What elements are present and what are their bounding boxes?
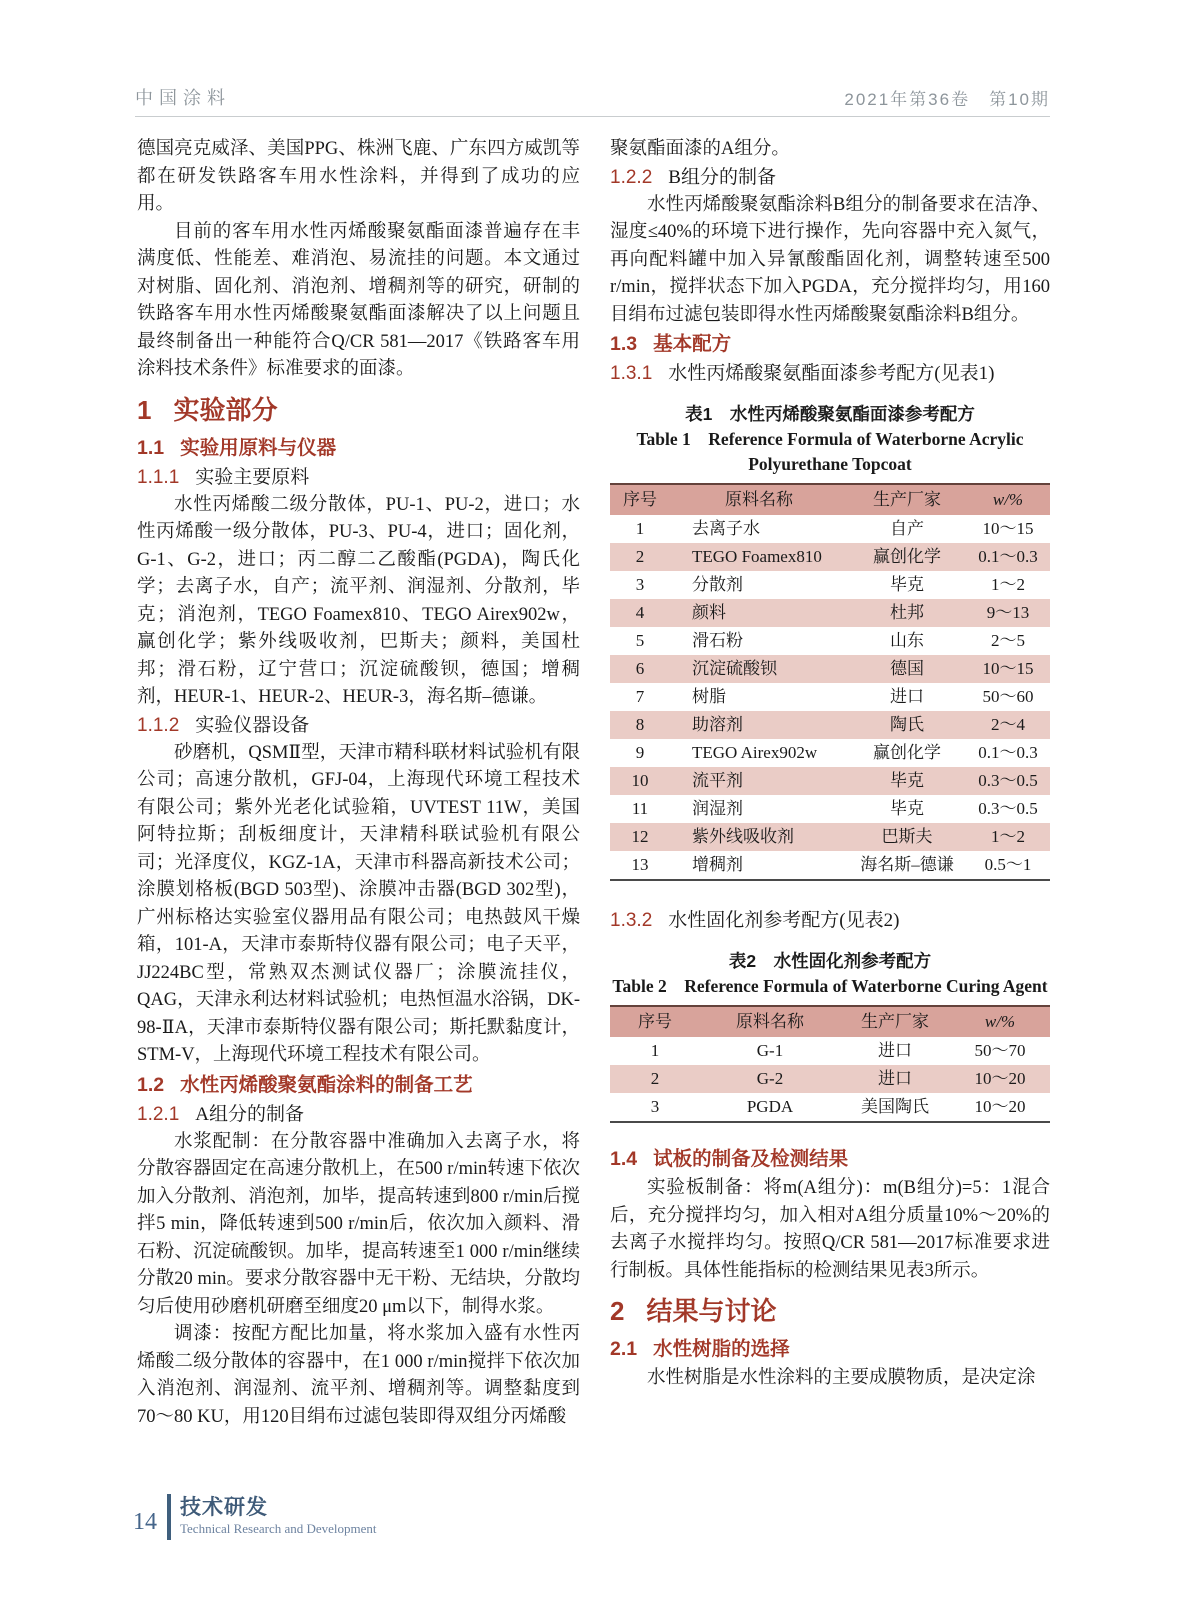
table-row (610, 711, 1050, 739)
table-cell: 4 (635, 603, 645, 623)
section-number: 1.3.2 (610, 910, 653, 931)
subsection-heading-1-2 (137, 1071, 580, 1100)
table-cell: 滑石粉 (692, 631, 743, 651)
paragraph: 实验板制备：将m(A组分)：m(B组分)=5：1混合后，充分搅拌均匀，加入相对A组分质量10%～20%的去离子水搅拌均匀。按照Q/CR 581—2017标准要求进行制板。具体性能指标的检测结果见表3所示。 (610, 1178, 1050, 1281)
section-number: 1.4 (610, 1148, 638, 1170)
table-cell: 50～60 (982, 687, 1034, 707)
subsection-heading-1-2-2 (610, 164, 1050, 192)
paragraph: 水浆配制：在分散容器中准确加入去离子水，将分散容器固定在高速分散机上，在500 r/min转速下依次加入分散剂、消泡剂，加毕，提高转速到800 r/min后搅拌5 min，降低转速到500 r/min后，依次加入颜料、滑石粉、沉淀硫酸钡。加毕，提高转速至1 000 r/min继续分散20 min。要求分散容器中无干粉、无结块，分散均匀后使用砂磨机研磨至细度20 μm以下，制得水浆。 (137, 1131, 580, 1317)
footer-section-cn: 技术研发 (180, 1496, 268, 1519)
section-title: B组分的制备 (668, 166, 776, 188)
table-cell: 50～70 (974, 1041, 1026, 1061)
table-cell: 11 (631, 799, 649, 819)
footer-section (180, 1496, 377, 1538)
section-title: 实验仪器设备 (195, 714, 310, 736)
table-cell: 德国 (890, 659, 924, 679)
table-header-cell: w/% (984, 1012, 1016, 1032)
table-cell: 海名斯–德谦 (860, 855, 954, 875)
table-cell: 1 (635, 519, 645, 539)
table-cell: 10～20 (974, 1097, 1026, 1117)
section-title: 水性固化剂参考配方(见表2) (668, 910, 900, 931)
table2-caption-en: Table 2 Reference Formula of Waterborne Curing Agent (612, 976, 1048, 996)
section-title: 水性树脂的选择 (653, 1338, 790, 1360)
footer-divider-bar (167, 1494, 171, 1540)
table2-header-row (610, 1007, 1050, 1037)
table-cell: 美国陶氏 (861, 1097, 929, 1117)
table-header-cell: w/% (992, 490, 1024, 510)
paragraph: 砂磨机，QSMⅡ型，天津市精科联材料试验机有限公司；高速分散机，GFJ-04，上海现代环境工程技术有限公司；紫外光老化试验箱，UVTEST 11W，美国阿特拉斯；刮板细度计，天津精科联试验机有限公司；光泽度仪，KGZ-1A，天津市科器高新技术公司；涂膜划格板(BGD 503型)、涂膜冲击器(BGD 302型)，广州标格达实验室仪器用品有限公司；电热鼓风干燥箱，101-A，天津市泰斯特仪器有限公司；电子天平，JJ224BC型，常熟双杰测试仪器厂；涂膜流挂仪，QAG，天津永利达材料试验机；电热恒温水浴锅，DK-98-ⅡA，天津市泰斯特仪器有限公司；斯托默黏度计，STM-V，上海现代环境工程技术有限公司。 (137, 742, 580, 1065)
table-cell: 毕克 (890, 799, 924, 819)
table-cell: 毕克 (890, 575, 924, 595)
section-title: 实验主要原料 (195, 466, 310, 488)
subsection-heading-1-4 (610, 1145, 1050, 1174)
table-cell: 0.1～0.3 (978, 547, 1038, 567)
table-cell: 10～15 (982, 519, 1034, 539)
section-title: 试板的制备及检测结果 (653, 1148, 849, 1170)
subsection-heading-1-3-1 (610, 360, 1050, 388)
section-title: 水性丙烯酸聚氨酯涂料的制备工艺 (180, 1073, 473, 1096)
subsection-heading-2-1 (610, 1335, 1050, 1364)
table-cell: 自产 (890, 519, 924, 539)
table-cell: 1 (650, 1041, 660, 1061)
paragraph: 聚氨酯面漆的A组分。 (610, 139, 790, 159)
table-cell: 赢创化学 (873, 743, 941, 763)
subsection-heading-1-1 (137, 434, 580, 463)
page-footer (133, 1494, 377, 1540)
table-cell: 颜料 (692, 603, 726, 623)
section-number: 1.3 (610, 333, 638, 355)
table-cell: 分散剂 (692, 575, 743, 595)
table-row (610, 767, 1050, 795)
page-header (135, 84, 1050, 117)
table-cell: 润湿剂 (692, 799, 743, 819)
table-cell: 沉淀硫酸钡 (692, 659, 777, 679)
paragraph: 德国亮克威泽、美国PPG、株洲飞鹿、广东四方威凯等都在研发铁路客车用水性涂料，并得到了成功的应用。 (137, 139, 580, 214)
journal-title: 中国涂料 (135, 88, 231, 108)
table-cell: 紫外线吸收剂 (692, 827, 794, 847)
table1-caption-en: Table 1 Reference Formula of Waterborne Acrylic Polyurethane Topcoat (636, 429, 1024, 474)
table-row (610, 851, 1050, 879)
table-header-cell: 序号 (638, 1012, 672, 1032)
table-cell: TEGO Foamex810 (692, 547, 822, 567)
table-cell: 2～5 (991, 631, 1025, 651)
table-row (610, 515, 1050, 543)
subsection-heading-1-3 (610, 330, 1050, 359)
table-header-cell: 原料名称 (725, 490, 793, 510)
table-cell: 2～4 (991, 715, 1025, 735)
table-row (610, 1037, 1050, 1065)
table-cell: 8 (635, 715, 645, 735)
table-cell: 9～13 (986, 603, 1030, 623)
section-number: 1.2 (137, 1073, 165, 1096)
table-cell: 陶氏 (890, 715, 924, 735)
page-number: 14 (133, 1508, 157, 1535)
table-cell: G-1 (756, 1041, 784, 1061)
paragraph: 目前的客车用水性丙烯酸聚氨酯面漆普遍存在丰满度低、性能差、难消泡、易流挂的问题。本文通过对树脂、固化剂、消泡剂、增稠剂等的研究，研制的铁路客车用水性丙烯酸聚氨酯面漆解决了以上问题且最终制备出一种能符合Q/CR 581—2017《铁路客车用涂料技术条件》标准要求的面漆。 (137, 221, 580, 379)
left-column (137, 136, 580, 1431)
table-header-cell: 生产厂家 (861, 1012, 929, 1032)
table-cell: PGDA (746, 1097, 794, 1117)
table-cell: 12 (631, 827, 649, 847)
table-row (610, 543, 1050, 571)
table-row (610, 683, 1050, 711)
table-cell: 赢创化学 (873, 547, 941, 567)
section-heading-2 (610, 1295, 1050, 1327)
table-cell: 0.1～0.3 (978, 743, 1038, 763)
table1 (610, 483, 1050, 881)
table-row (610, 739, 1050, 767)
paragraph: 调漆：按配方配比加量，将水浆加入盛有水性丙烯酸二级分散体的容器中，在1 000 r/min搅拌下依次加入消泡剂、润湿剂、流平剂、增稠剂等。调整黏度到70～80 KU，用120目绢布过滤包装即得双组分丙烯酸 (137, 1324, 580, 1427)
table2-caption-cn: 表2 水性固化剂参考配方 (728, 951, 932, 971)
section-number: 1.1.1 (137, 466, 180, 488)
table-cell: 9 (635, 743, 645, 763)
section-title: A组分的制备 (195, 1103, 304, 1125)
table-cell: G-2 (756, 1069, 784, 1089)
table-cell: 0.3～0.5 (978, 771, 1038, 791)
table1-body (610, 515, 1050, 879)
paragraph: 水性丙烯酸二级分散体，PU-1、PU-2，进口；水性丙烯酸一级分散体，PU-3、PU-4，进口；固化剂，G-1、G-2，进口；丙二醇二乙酸酯(PGDA)，陶氏化学；去离子水，自产；流平剂、润湿剂、分散剂，毕克；消泡剂，TEGO Foamex810、TEGO Airex902w，赢创化学；紫外线吸收剂，巴斯夫；颜料，美国杜邦；滑石粉，辽宁营口；沉淀硫酸钡，德国；增稠剂，HEUR-1、HEUR-2、HEUR-3，海名斯–德谦。 (137, 494, 580, 707)
table-cell: 去离子水 (692, 519, 760, 539)
subsection-heading-1-2-1 (137, 1101, 580, 1129)
table-cell: 进口 (878, 1069, 912, 1089)
table-row (610, 571, 1050, 599)
table-header-cell: 原料名称 (736, 1012, 804, 1032)
paragraph: 水性树脂是水性涂料的主要成膜物质，是决定涂 (647, 1368, 1036, 1388)
section-number: 1.2.1 (137, 1103, 180, 1125)
table-cell: 10～15 (982, 659, 1034, 679)
table-cell: 1～2 (991, 827, 1025, 847)
table-cell: 流平剂 (692, 771, 743, 791)
subsection-heading-1-1-1 (137, 464, 580, 492)
table-cell: 助溶剂 (692, 715, 743, 735)
table-cell: 3 (650, 1097, 660, 1117)
paragraph: 水性丙烯酸聚氨酯涂料B组分的制备要求在洁净、湿度≤40%的环境下进行操作，先向容器中充入氮气，再向配料罐中加入异氰酸酯固化剂，调整转速至500 r/min，搅拌状态下加入PGDA，充分搅拌均匀，用160目绢布过滤包装即得水性丙烯酸聚氨酯涂料B组分。 (610, 194, 1050, 325)
table-row (610, 1093, 1050, 1121)
table1-caption-cn: 表1 水性丙烯酸聚氨酯面漆参考配方 (685, 404, 975, 424)
table-cell: 2 (635, 547, 645, 567)
table-cell: 0.3～0.5 (978, 799, 1038, 819)
table-row (610, 655, 1050, 683)
section-number: 1.1.2 (137, 714, 180, 736)
table-cell: 杜邦 (890, 603, 924, 623)
table1-header-row (610, 485, 1050, 515)
table-cell: 进口 (878, 1041, 912, 1061)
table-cell: 5 (635, 631, 645, 651)
section-title: 结果与讨论 (646, 1296, 777, 1326)
section-number: 1.3.1 (610, 363, 653, 384)
table-cell: 6 (635, 659, 645, 679)
table-cell: 进口 (890, 687, 924, 707)
section-title: 实验用原料与仪器 (180, 436, 337, 459)
table-cell: 3 (635, 575, 645, 595)
table-cell: 7 (635, 687, 645, 707)
table-cell: 0.5～1 (984, 855, 1032, 875)
table-cell: 10～20 (974, 1069, 1026, 1089)
table-cell: TEGO Airex902w (692, 743, 818, 763)
section-number: 2.1 (610, 1338, 638, 1360)
table-cell: 山东 (890, 631, 924, 651)
table-row (610, 1065, 1050, 1093)
table-cell: 增稠剂 (692, 855, 743, 875)
table2 (610, 1005, 1050, 1123)
section-heading-1 (137, 394, 580, 426)
table-header-cell: 生产厂家 (873, 490, 941, 510)
table-row (610, 627, 1050, 655)
table-cell: 树脂 (692, 687, 726, 707)
section-title: 水性丙烯酸聚氨酯面漆参考配方(见表1) (668, 363, 995, 384)
section-number: 1.1 (137, 436, 165, 459)
section-number: 1 (137, 394, 152, 425)
table-row (610, 823, 1050, 851)
footer-section-en: Technical Research and Development (180, 1521, 377, 1536)
table-row (610, 599, 1050, 627)
table2-body (610, 1037, 1050, 1121)
section-number: 1.2.2 (610, 166, 653, 188)
table-cell: 1～2 (991, 575, 1025, 595)
table-cell: 毕克 (890, 771, 924, 791)
table-cell: 13 (631, 855, 649, 875)
section-number: 2 (610, 1296, 625, 1326)
table-row (610, 795, 1050, 823)
section-title: 基本配方 (653, 333, 732, 355)
issue-info: 2021年第36卷 第10期 (844, 90, 1050, 109)
table-cell: 10 (631, 771, 649, 791)
table-header-cell: 序号 (623, 490, 657, 510)
subsection-heading-1-3-2 (610, 907, 1050, 935)
table-cell: 巴斯夫 (881, 827, 933, 847)
table-cell: 2 (650, 1069, 660, 1089)
section-title: 实验部分 (173, 394, 278, 425)
right-column (610, 136, 1050, 1393)
subsection-heading-1-1-2 (137, 712, 580, 740)
